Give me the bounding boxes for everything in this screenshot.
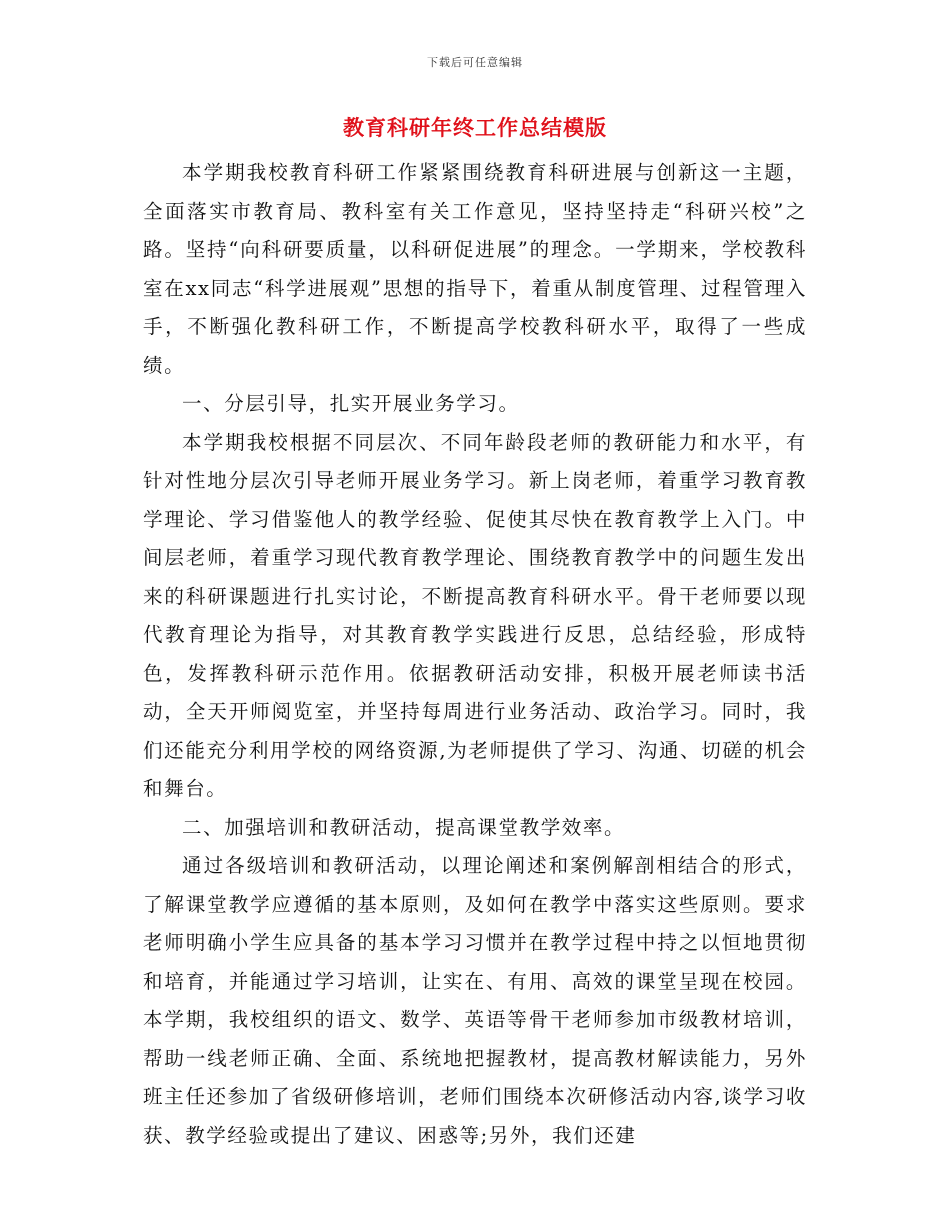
section-paragraph-1: 本学期我校根据不同层次、不同年龄段老师的教研能力和水平，有针对性地分层次引导老师开展业务学习。新上岗老师，着重学习教育教学理论、学习借鉴他人的教学经验、促使其尽快在教育教学上入门。中间层老师，着重学习现代教育教学理论、围绕教育教学中的问题生发出来的科研课题进行扎实讨论，不断提高教育科研水平。骨干老师要以现代教育理论为指导，对其教育教学实践进行反思，总结经验，形成特色，发挥教科研示范作用。依据教研活动安排，积极开展老师读书活动，全天开师阅览室，并坚持每周进行业务活动、政治学习。同时，我们还能充分利用学校的网络资源,为老师提供了学习、沟通、切磋的机会和舞台。 [143,430,807,800]
section-heading-2: 二、加强培训和教研活动，提高课堂教学效率。 [182,815,626,839]
document-title: 教育科研年终工作总结模版 [343,116,607,140]
section-heading-1: 一、分层引导，扎实开展业务学习。 [182,392,520,415]
header-note: 下载后可任意编辑 [427,56,523,69]
intro-paragraph: 本学期我校教育科研工作紧紧围绕教育科研进展与创新这一主题，全面落实市教育局、教科室有关工作意见，坚持坚持走“科研兴校”之路。坚持“向科研要质量，以科研促进展”的理念。一学期来，学校教科室在xx同志“科学进展观”思想的指导下，着重从制度管理、过程管理入手，不断强化教科研工作，不断提高学校教科研水平，取得了一些成绩。 [143,161,807,377]
section-paragraph-2: 通过各级培训和教研活动，以理论阐述和案例解剖相结合的形式，了解课堂教学应遵循的基本原则，及如何在教学中落实这些原则。要求老师明确小学生应具备的基本学习习惯并在教学过程中持之以恒地贯彻和培育，并能通过学习培训，让实在、有用、高效的课堂呈现在校园。本学期，我校组织的语文、数学、英语等骨干老师参加市级教材培训，帮助一线老师正确、全面、系统地把握教材，提高教材解读能力，另外班主任还参加了省级研修培训，老师们围绕本次研修活动内容,谈学习收获、教学经验或提出了建议、困惑等;另外，我们还建 [143,854,807,1147]
document-body [143,154,807,1155]
